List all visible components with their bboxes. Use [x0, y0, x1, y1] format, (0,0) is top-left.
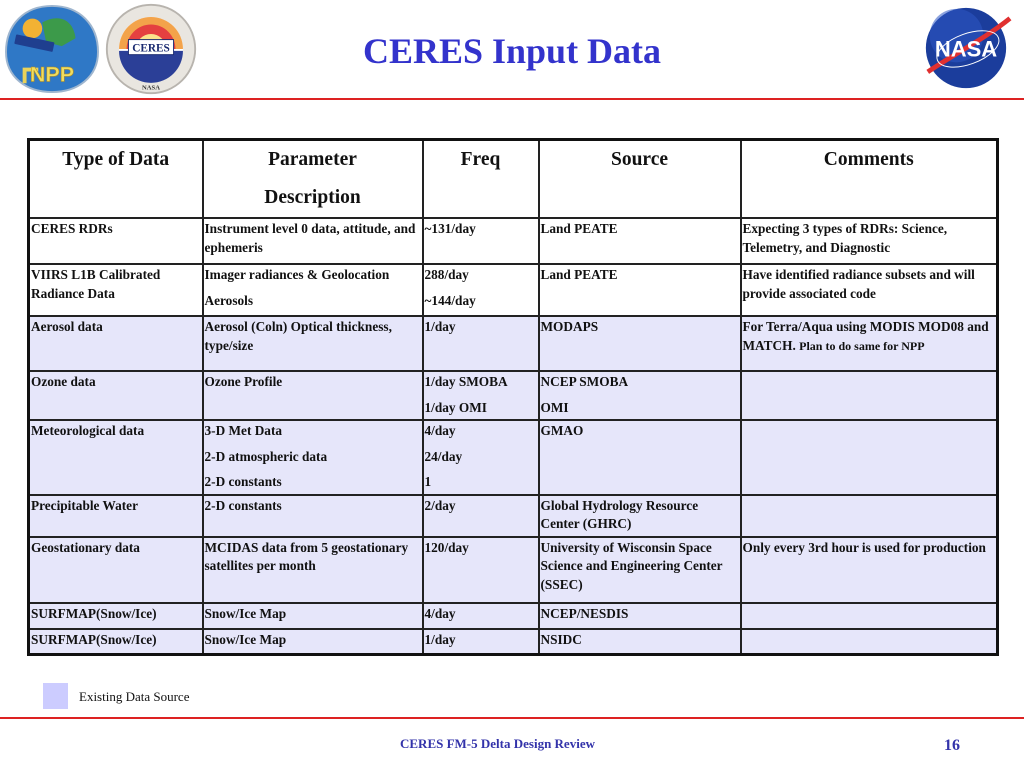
cell-parameter [203, 371, 423, 420]
cell-source [539, 603, 741, 629]
footer-divider [0, 717, 1024, 719]
table-row [29, 629, 998, 655]
cell-source [539, 264, 741, 316]
cell-comments [741, 316, 998, 371]
header-parameter-description [203, 140, 423, 219]
cell-type-of-data: Ozone data [29, 371, 203, 420]
cell-freq [423, 629, 539, 655]
footer-title: CERES FM-5 Delta Design Review [400, 736, 595, 751]
existing-data-source-swatch [43, 683, 68, 709]
table-row [29, 420, 998, 495]
freq-line: 288/day [424, 267, 469, 282]
header-parameter-label: Parameter [268, 149, 357, 170]
cell-source [539, 218, 741, 264]
param-line: Snow/Ice Map [204, 631, 287, 647]
cell-type-of-data: SURFMAP(Snow/Ice) [29, 603, 203, 629]
param-line: Aerosols [204, 292, 254, 308]
freq-line: 1/day SMOBA [424, 374, 508, 389]
npp-logo-text: NPP [29, 62, 75, 87]
cell-freq [423, 316, 539, 371]
cell-source [539, 537, 741, 603]
source-line: GMAO [540, 423, 584, 438]
freq-line: 1/day OMI [424, 399, 487, 415]
param-line: MCIDAS data from 5 geostationary satellites per month [204, 539, 409, 573]
cell-comments [741, 420, 998, 495]
cell-parameter [203, 629, 423, 655]
cell-parameter [203, 537, 423, 603]
freq-line: 1/day [424, 631, 456, 647]
table-row [29, 537, 998, 603]
cell-parameter [203, 495, 423, 537]
table-row [29, 603, 998, 629]
cell-freq [423, 420, 539, 495]
cell-freq [423, 264, 539, 316]
freq-line: 4/day [424, 423, 456, 438]
table-header-row [29, 140, 998, 219]
input-data-table [27, 138, 999, 656]
comment-text: Expecting 3 types of RDRs: Science, Telemetry, and Diagnostic [742, 221, 948, 255]
freq-line: 120/day [424, 539, 469, 555]
param-line: 2-D constants [204, 497, 282, 513]
cell-comments [741, 495, 998, 537]
cell-source [539, 420, 741, 495]
cell-type-of-data: Meteorological data [29, 420, 203, 495]
header-divider [0, 98, 1024, 100]
param-line: 2-D constants [204, 474, 282, 489]
cell-type-of-data: SURFMAP(Snow/Ice) [29, 629, 203, 655]
table-row [29, 264, 998, 316]
cell-comments [741, 629, 998, 655]
freq-line: 4/day [424, 605, 456, 621]
table-row [29, 371, 998, 420]
header-source: Source [539, 140, 741, 219]
source-line: Land PEATE [540, 221, 618, 236]
cell-parameter [203, 603, 423, 629]
cell-freq [423, 495, 539, 537]
table-row [29, 218, 998, 264]
freq-line: 1/day [424, 319, 456, 334]
cell-source [539, 371, 741, 420]
cell-comments [741, 371, 998, 420]
header-type-of-data: Type of Data [29, 140, 203, 219]
param-line: Instrument level 0 data, attitude, and ephemeris [204, 221, 416, 255]
cell-source [539, 316, 741, 371]
cell-comments [741, 603, 998, 629]
source-line: MODAPS [540, 319, 599, 334]
param-line: Snow/Ice Map [204, 605, 287, 621]
cell-comments [741, 264, 998, 316]
cell-parameter [203, 316, 423, 371]
ceres-logo-text: CERES [132, 42, 170, 55]
cell-type-of-data: CERES RDRs [29, 218, 203, 264]
source-line: NCEP SMOBA [540, 374, 629, 389]
slide-title: CERES Input Data [362, 31, 662, 71]
freq-line: 1 [424, 474, 432, 489]
cell-comments [741, 218, 998, 264]
table-body [29, 218, 998, 655]
cell-freq [423, 603, 539, 629]
freq-line: ~144/day [424, 292, 476, 308]
freq-line: 24/day [424, 448, 463, 464]
cell-parameter [203, 420, 423, 495]
header-freq: Freq [423, 140, 539, 219]
param-line: 3-D Met Data [204, 423, 283, 438]
page-number: 16 [944, 737, 960, 754]
freq-line: ~131/day [424, 221, 476, 236]
param-line: Imager radiances & Geolocation [204, 267, 390, 282]
source-line: University of Wisconsin Space Science and Engineering Center (SSEC) [540, 539, 723, 592]
cell-parameter [203, 218, 423, 264]
nasa-logo-text: NASA [934, 36, 998, 62]
param-line: Ozone Profile [204, 374, 283, 389]
cell-freq [423, 371, 539, 420]
param-line: 2-D atmospheric data [204, 448, 328, 464]
comment-text: For Terra/Aqua using MODIS MOD08 and MATCH. [742, 319, 989, 353]
param-line: Aerosol (Coln) Optical thickness, type/size [204, 319, 392, 353]
cell-type-of-data: Aerosol data [29, 316, 203, 371]
legend-label: Existing Data Source [79, 689, 190, 704]
comment-note: Plan to do same for NPP [799, 338, 925, 353]
comment-text: Only every 3rd hour is used for production [742, 539, 986, 555]
source-line: OMI [540, 399, 569, 415]
source-line: NSIDC [540, 631, 582, 647]
cell-type-of-data: VIIRS L1B Calibrated Radiance Data [29, 264, 203, 316]
source-line: Global Hydrology Resource Center (GHRC) [540, 497, 699, 531]
table-row [29, 316, 998, 371]
comment-text: Have identified radiance subsets and will provide associated code [742, 267, 975, 301]
cell-freq [423, 537, 539, 603]
table-row [29, 495, 998, 537]
freq-line: 2/day [424, 497, 456, 513]
ceres-logo-nasa-text: NASA [142, 84, 160, 92]
cell-source [539, 629, 741, 655]
source-line: NCEP/NESDIS [540, 605, 629, 621]
cell-parameter [203, 264, 423, 316]
cell-type-of-data: Precipitable Water [29, 495, 203, 537]
cell-source [539, 495, 741, 537]
cell-comments [741, 537, 998, 603]
cell-type-of-data: Geostationary data [29, 537, 203, 603]
header-description-label: Description [264, 187, 361, 208]
source-line: Land PEATE [540, 267, 618, 282]
header-comments: Comments [741, 140, 998, 219]
cell-freq [423, 218, 539, 264]
